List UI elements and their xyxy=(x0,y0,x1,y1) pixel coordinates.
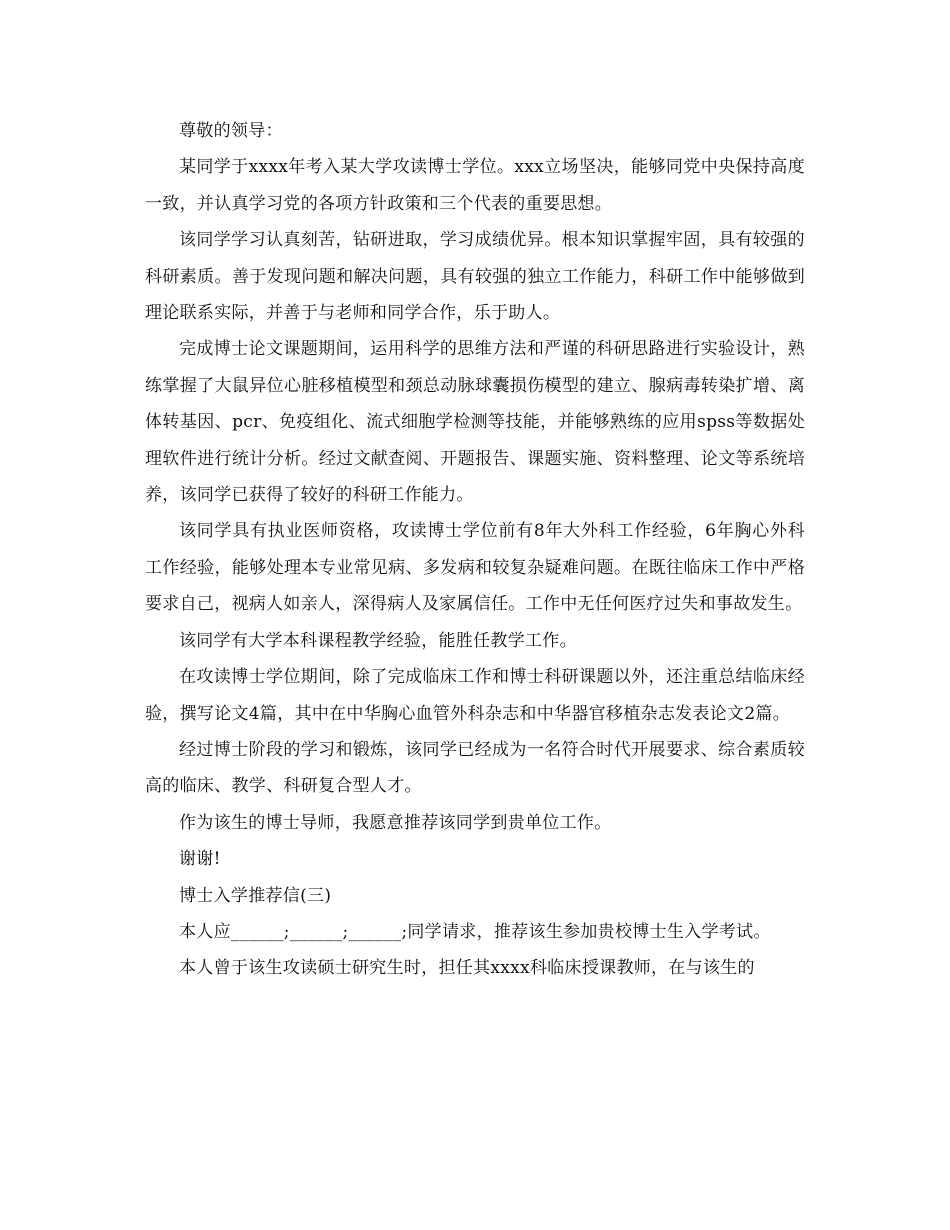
salutation: 尊敬的领导： xyxy=(179,121,283,141)
paragraph-teaching: 该同学有大学本科课程教学经验，能胜任教学工作。 xyxy=(179,630,577,651)
paragraph-publications: 在攻读博士学位期间，除了完成临床工作和博士科研课题以外，还注重总结临床经验，撰写论文4篇，其中在中华胸心血管外科杂志和中华器官移植杂志发表论文2篇。 xyxy=(145,667,805,724)
paragraph-research: 完成博士论文课题期间，运用科学的思维方法和严谨的科研思路进行实验设计，熟练掌握了大鼠异位心脏移植模型和颈总动脉球囊损伤模型的建立、腺病毒转染扩增、离体转基因、pcr、免疫组化、流式细胞学检测等技能，并能够熟练的应用spss等数据处理软件进行统计分析。经过文献查阅、开题报告、课题实施、资料整理、论文等系统培养，该同学已获得了较好的科研工作能力。 xyxy=(145,339,805,506)
paragraph-request: 本人应______;______;______;同学请求，推荐该生参加贵校博士生入学考试。 xyxy=(179,921,771,942)
paragraph-summary: 经过博士阶段的学习和锻炼，该同学已经成为一名符合时代开展要求、综合素质较高的临床、教学、科研复合型人才。 xyxy=(145,739,805,797)
paragraph-study: 该同学学习认真刻苦，钻研进取，学习成绩优异。根本知识掌握牢固，具有较强的科研素质。善于发现问题和解决问题，具有较强的独立工作能力，科研工作中能够做到理论联系实际，并善于与老师和同学合作，乐于助人。 xyxy=(145,230,805,324)
closing-thanks: 谢谢! xyxy=(179,849,221,870)
section-heading: 博士入学推荐信(三) xyxy=(179,885,332,906)
paragraph-clinical: 该同学具有执业医师资格，攻读博士学位前有8年大外科工作经验，6年胸心外科工作经验，能够处理本专业常见病、多发病和较复杂疑难问题。在既往临床工作中严格要求自己，视病人如亲人，深得病人及家属信任。工作中无任何医疗过失和事故发生。 xyxy=(145,521,805,615)
paragraph-enrollment: 某同学于xxxx年考入某大学攻读博士学位。xxx立场坚决，能够同党中央保持高度一致，并认真学习党的各项方针政策和三个代表的重要思想。 xyxy=(145,157,805,214)
paragraph-teacher: 本人曾于该生攻读硕士研究生时，担任其xxxx科临床授课教师，在与该生的 xyxy=(179,958,755,979)
letter-body xyxy=(145,113,805,987)
paragraph-recommendation: 作为该生的博士导师，我愿意推荐该同学到贵单位工作。 xyxy=(179,812,612,833)
